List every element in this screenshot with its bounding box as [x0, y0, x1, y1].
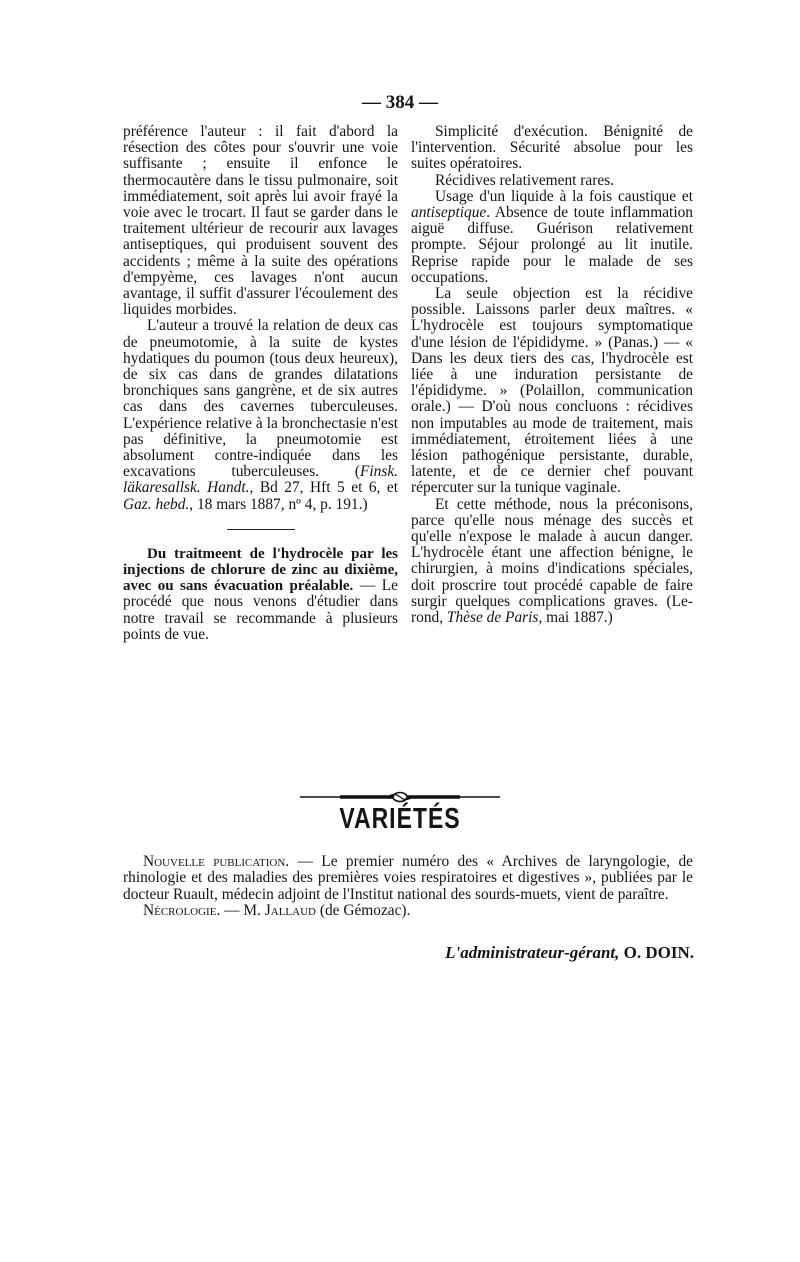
necrology-name: Jallaud — [264, 902, 316, 920]
right-paragraph-5 — [411, 497, 693, 627]
varietes-content — [123, 854, 693, 920]
right-paragraph-3 — [411, 189, 693, 286]
right-paragraph-3-italic: antiseptique — [411, 204, 487, 222]
article-intro — [123, 546, 398, 643]
necrology-text-a: — M. — [220, 902, 265, 920]
page-number: — 384 — — [362, 92, 438, 113]
article-heading: Du traitmeent de l'hydrocèle par les injections de chlorure de zinc au dixième, avec ou sans évacuation préalable. — [123, 545, 398, 595]
right-paragraph-3-b: . Absence de toute inflammation aiguë diffuse. Guérison relativement prompte. Séjour prolongé au lit inutile. Reprise rapide pour le malade de ses occupations. — [411, 204, 693, 286]
necrology-label: Nécrologie. — [143, 902, 221, 920]
signature-name: O. DOIN. — [619, 943, 694, 962]
reference-detail-1: , Bd 27, Hft 5 et 6, et — [249, 479, 398, 497]
right-paragraph-2: Récidives relativement rares. — [435, 171, 615, 189]
new-publication-text: — Le premier numéro des « Archives de laryngologie, de rhinologie et des maladies des premières voies respiratoires et digestives », publiées par le docteur Ruault, médecin adjoint de l'Institut national des sourds-muets, vient de paraître. — [123, 853, 694, 903]
necrology-note — [123, 903, 693, 919]
reference-detail-2: , 18 mars 1887, nº 4, p. 191.) — [189, 495, 368, 513]
section-divider — [227, 529, 295, 530]
thesis-reference: Thèse de Paris, — [446, 609, 543, 627]
left-column — [123, 124, 398, 643]
right-paragraph-4: La seule objection est la récidive possible. Laissons parler deux maîtres. « L'hydrocèle est toujours symptomatique d'une lésion de l'épididyme. » (Panas.) — « Dans les deux tiers des cas, l'hydrocèle est liée à une induration persistante de l'épididyme. » (Polaillon, communication orale.) — D'où nous concluons : récidives non imputables au mode de traitement, mais immédiatement, étroitement liées à une lésion pathogénique persistante, durable, latente, et de ce dernier chef pouvant répercuter sur la tunique vaginale. — [411, 285, 693, 497]
section-title: VARIÉTÉS — [339, 801, 461, 835]
left-paragraph-2 — [123, 318, 398, 512]
new-publication-label: Nouvelle publication. — [143, 853, 290, 870]
signature — [370, 943, 694, 963]
new-publication-note — [123, 854, 693, 903]
right-paragraph-5-a: Et cette méthode, nous la préconisons, parce qu'elle nous ménage des succès et qu'elle n'expose le malade à aucun danger. L'hydrocèle étant une affection bénigne, le chirurgien, à moins d'indications spéciales, doit proscrire tout procédé capable de faire surgir quelques complications graves. (Le-rond, — [411, 495, 693, 627]
right-paragraph-1: Simplicité d'exécution. Bénignité de l'intervention. Sécurité absolue pour les suites opératoires. — [411, 123, 693, 173]
right-column — [411, 124, 693, 626]
signature-role: L'administrateur-gérant, — [445, 943, 620, 962]
right-paragraph-5-b: mai 1887.) — [542, 609, 613, 627]
right-paragraph-3-a: Usage d'un liquide à la fois caustique et — [435, 187, 693, 205]
left-paragraph-2-text: L'auteur a trouvé la relation de deux cas de pneumotomie, à la suite de kystes hydatiques du poumon (tous deux heureux), de six cas dans de grandes dilatations bronchiques sans gangrène, et de six autres cas dans des cavernes tuberculeuses. L'expérience relative à la bronchectasie n'est pas définitive, la pneumotomie est absolument contre-indiquée dans les excavations tuberculeuses. ( — [123, 317, 398, 481]
necrology-text-b: (de Gémozac). — [315, 902, 411, 920]
reference-journal-2: Gaz. hebd. — [123, 495, 190, 513]
article-heading-tail: — Le procédé que nous venons d'étudier dans notre travail se recommande à plusieurs points de vue. — [123, 577, 398, 643]
left-paragraph-1: préférence l'auteur : il fait d'abord la résection des côtes pour s'ouvrir une voie suffisante ; ensuite il enfonce le thermocautère dans le tissu pulmonaire, soit immédiatement, soit après lui avoir frayé la voie avec le trocart. Il faut se garder dans le traitement ultérieur de recourir aux lavages antiseptiques, qui produisent souvent des accidents ; même à la suite des opérations d'empyème, ces lavages n'ont aucun avantage, il suffit d'assurer l'écoulement des liquides morbides. — [123, 123, 398, 319]
reference-journal-1: Finsk. läkaresallsk. Handt. — [123, 463, 398, 497]
